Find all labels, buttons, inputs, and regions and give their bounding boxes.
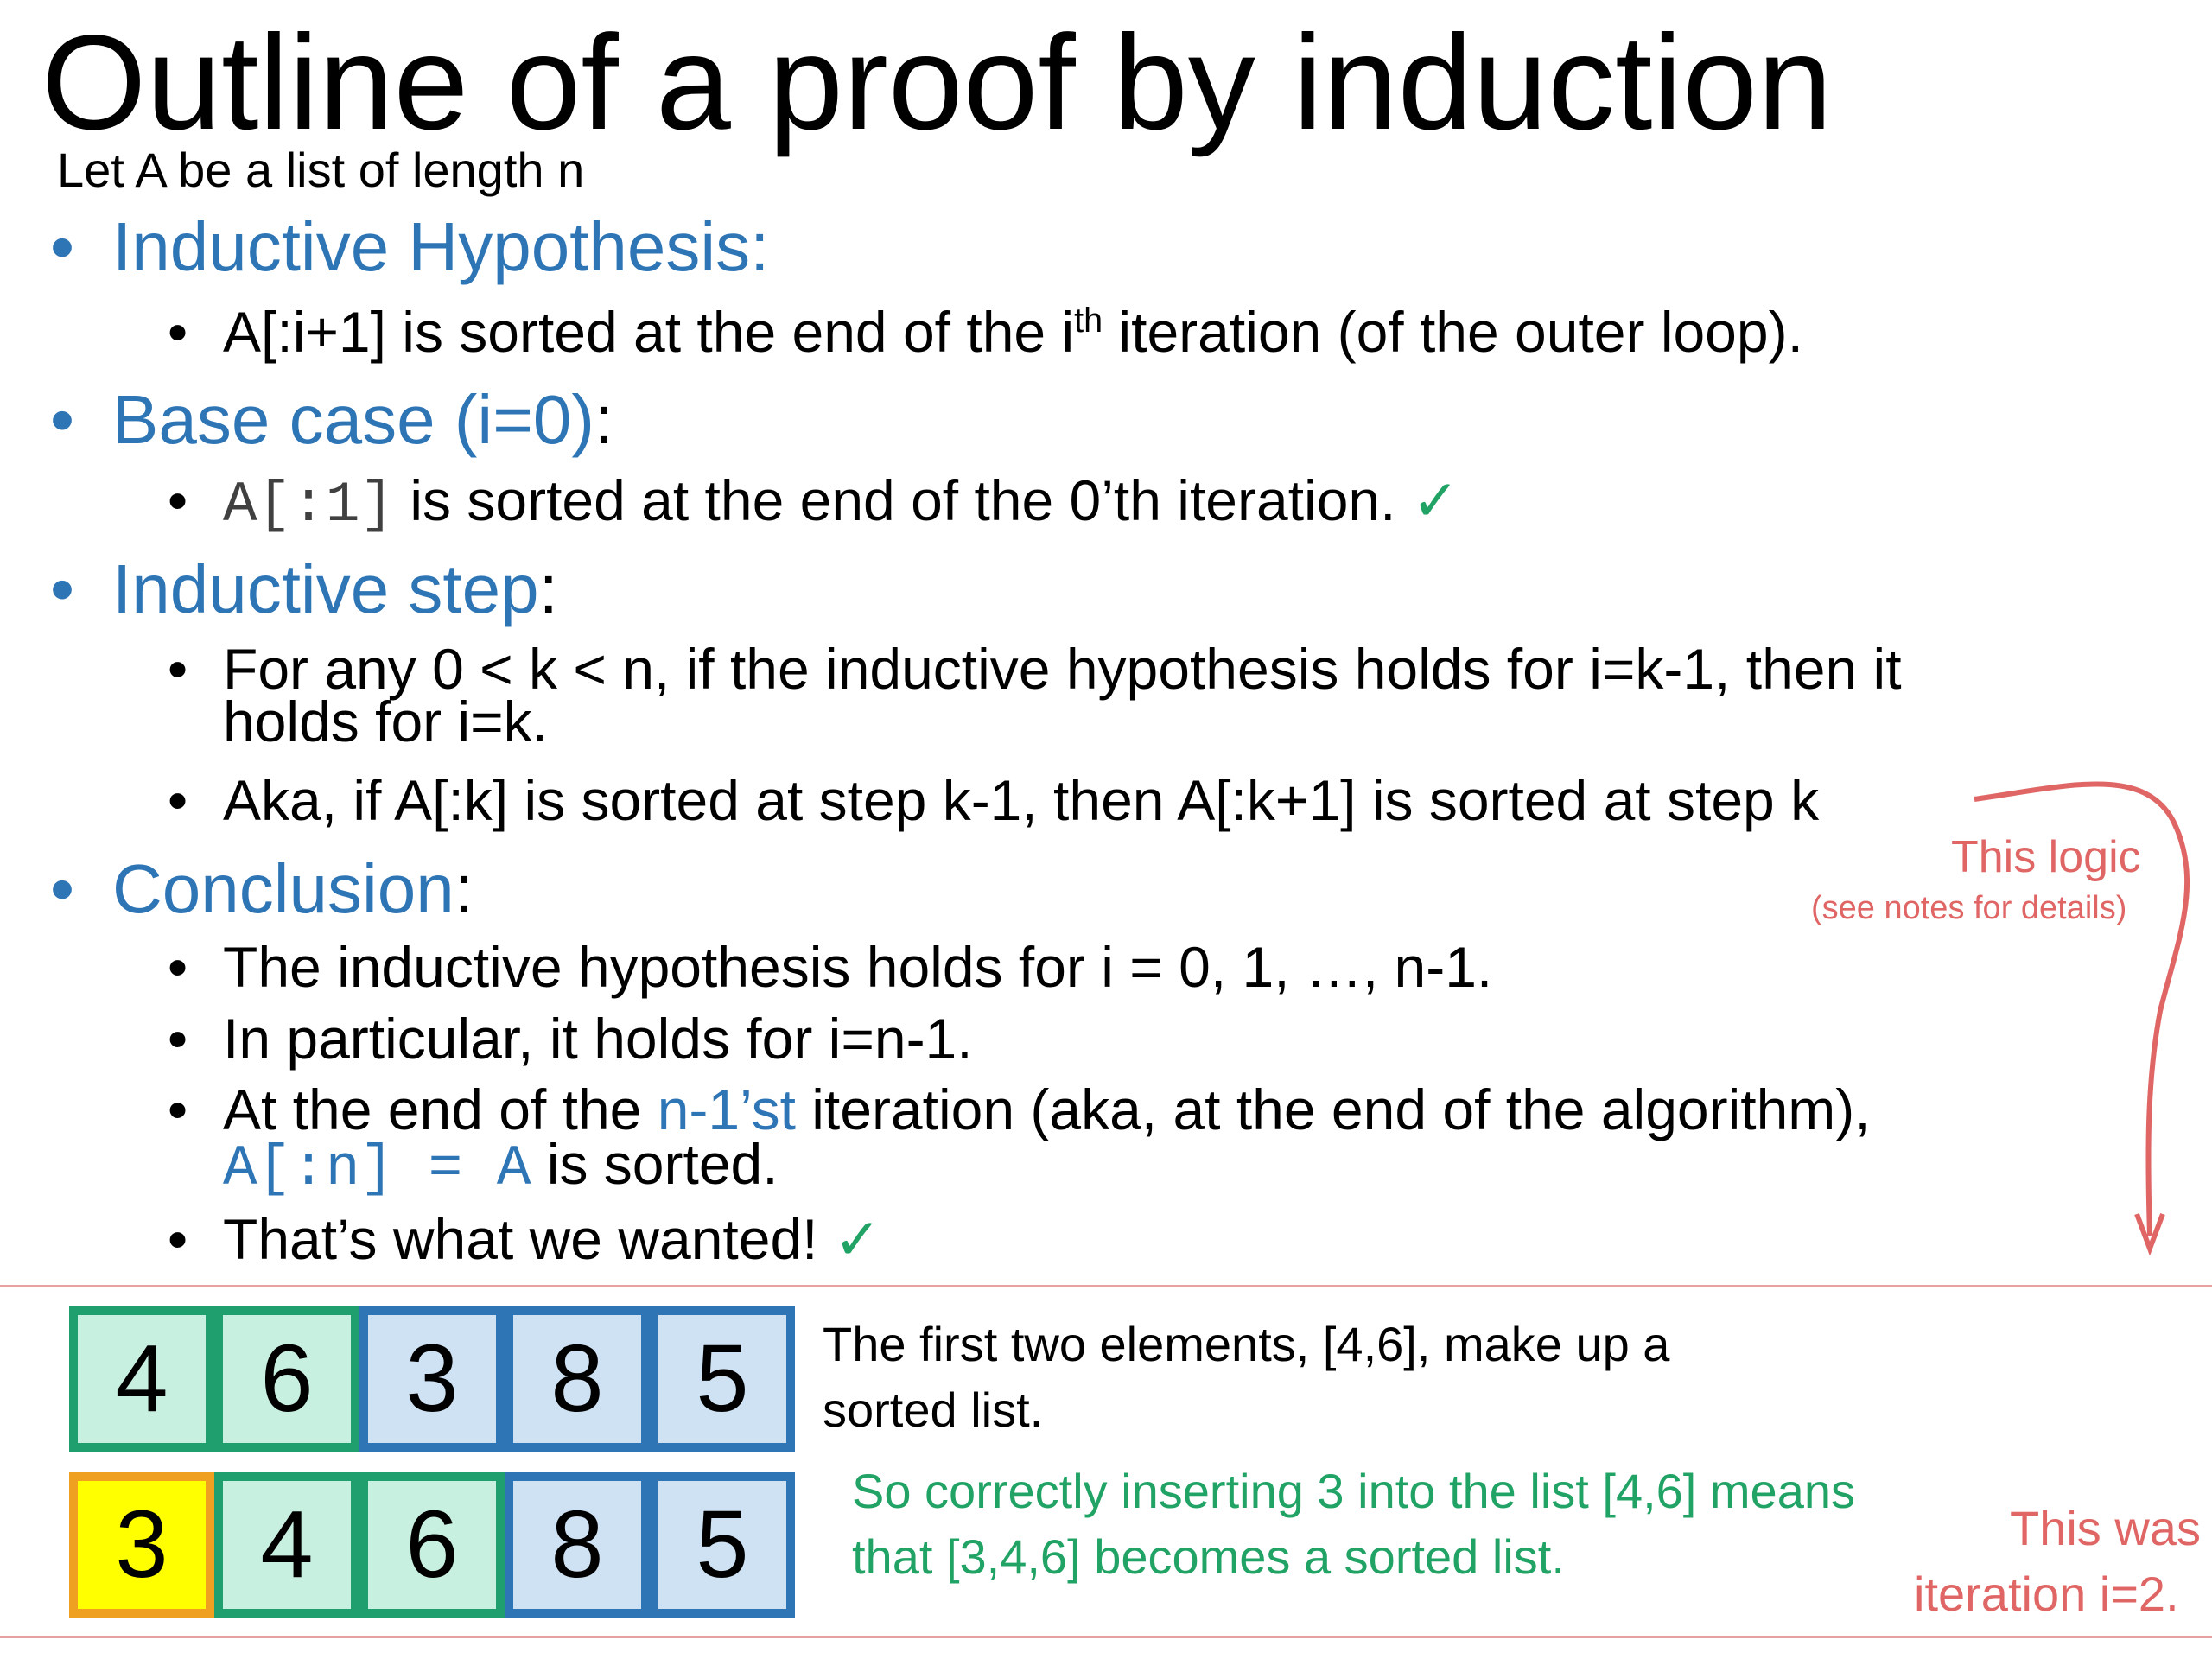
conclusion-item-2-text: In particular, it holds for i=n-1. [223, 1007, 973, 1071]
heading-colon: : [538, 550, 558, 627]
step-item-1 [168, 637, 1902, 754]
conclusion-item-3-code: A[:n] = A [223, 1136, 531, 1202]
check-mark-icon: ✓ [833, 1207, 882, 1271]
list-cell-unsorted: 8 [505, 1472, 650, 1618]
list-cell-unsorted: 8 [505, 1306, 650, 1452]
heading-conclusion [50, 850, 474, 927]
bullet: • [168, 1077, 188, 1141]
page-title: Outline of a proof by induction [41, 8, 1833, 158]
divider-bottom [0, 1636, 2212, 1638]
base-code: A[:1] [223, 473, 395, 537]
bullet: • [168, 468, 188, 532]
list-cell-sorted: 6 [359, 1472, 505, 1618]
row-1-caption: The first two elements, [4,6], make up a sorted list. [823, 1317, 1670, 1437]
bullet: • [50, 381, 75, 458]
conclusion-item-1 [168, 935, 1493, 999]
heading-base-case [50, 381, 614, 458]
bullet: • [168, 768, 188, 832]
conclusion-item-3-blue: n-1’st [657, 1077, 796, 1141]
list-cell-sorted: 4 [214, 1472, 359, 1618]
heading-text: Conclusion [112, 850, 454, 927]
hypothesis-text-pre: A[:i+1] is sorted at the end of the i [223, 300, 1075, 364]
list-cell-unsorted: 5 [650, 1306, 795, 1452]
divider-top [0, 1285, 2212, 1287]
hypothesis-sup: th [1074, 302, 1103, 340]
bullet: • [168, 1007, 188, 1071]
heading-colon: : [594, 381, 614, 458]
side-note-sub: (see notes for details) [1811, 890, 2127, 926]
bullet: • [50, 208, 75, 285]
base-text: is sorted at the end of the 0’th iteration. [410, 468, 1396, 532]
conclusion-item-4 [168, 1207, 882, 1271]
check-mark-icon: ✓ [1411, 468, 1460, 532]
hypothesis-item [168, 300, 1803, 364]
heading-text: Inductive Hypothesis: [112, 208, 770, 285]
heading-colon: : [454, 850, 474, 927]
step-item-1-line-1: For any 0 < k < n, if the inductive hypothesis holds for i=k-1, then it [223, 637, 1902, 701]
conclusion-item-4-text: That’s what we wanted! [223, 1207, 818, 1271]
conclusion-item-3 [168, 1077, 1871, 1202]
conclusion-item-3-post: iteration (aka, at the end of the algorithm), [795, 1077, 1871, 1141]
iteration-note-line-1: This was [2010, 1501, 2201, 1555]
bullet: • [50, 550, 75, 627]
list-cell-unsorted: 5 [650, 1472, 795, 1618]
list-cell-unsorted: 3 [359, 1306, 505, 1452]
conclusion-item-3-tail: is sorted. [531, 1132, 779, 1197]
list-cell-sorted: 4 [69, 1306, 214, 1452]
conclusion-item-1-text: The inductive hypothesis holds for i = 0, 1, …, n-1. [223, 935, 1493, 999]
step-item-1-line-2: holds for i=k. [223, 690, 549, 754]
base-case-item [168, 468, 1460, 537]
step-item-2-text: Aka, if A[:k] is sorted at step k-1, then A[:k+1] is sorted at step k [223, 768, 1820, 832]
bullet: • [168, 637, 188, 701]
bullet: • [168, 1207, 188, 1271]
iteration-note-line-2: iteration i=2. [1914, 1567, 2179, 1621]
bullet: • [50, 850, 75, 927]
list-cell-sorted: 6 [214, 1306, 359, 1452]
list-cell-inserted: 3 [69, 1472, 214, 1618]
heading-inductive-step [50, 550, 558, 627]
bullet: • [168, 935, 188, 999]
heading-text: Base case (i=0) [112, 381, 595, 458]
heading-text: Inductive step [112, 550, 539, 627]
conclusion-item-3-pre: At the end of the [223, 1077, 658, 1141]
intro-text: Let A be a list of length n [57, 143, 585, 197]
bullet: • [168, 300, 188, 364]
heading-inductive-hypothesis [50, 208, 770, 285]
step-item-2 [168, 768, 1820, 832]
side-note-main: This logic [1951, 832, 2141, 882]
conclusion-item-2 [168, 1007, 973, 1071]
hypothesis-text-post: iteration (of the outer loop). [1103, 300, 1803, 364]
row-2-caption: So correctly inserting 3 into the list [4,6] means that [3,4,6] becomes a sorted list. [852, 1464, 1855, 1584]
